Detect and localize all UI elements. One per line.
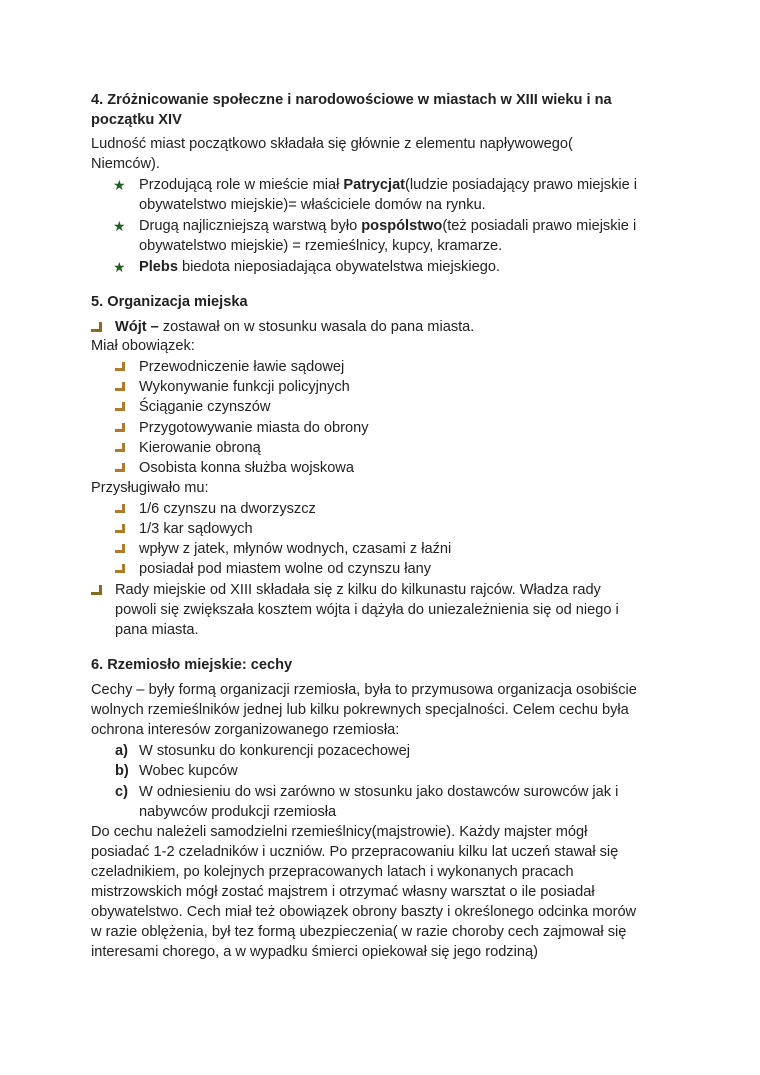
list-item: Osobista konna służba wojskowa (139, 460, 354, 476)
star-bullet-icon: ★ (113, 177, 126, 193)
list-item: posiadał pod miastem wolne od czynszu łany (139, 561, 432, 577)
body-line: mistrzowskich mógł zostać majstrem i otrzymać własny warsztat o ile posiadał (91, 884, 595, 900)
star-bullet-icon: ★ (113, 259, 126, 275)
duties-label: Miał obowiązek: (91, 338, 195, 354)
patrycjat-item (139, 175, 637, 195)
text: Drugą najliczniejszą warstwą było (139, 218, 362, 234)
bold-term: Wójt – (115, 319, 159, 335)
text: (też posiadali prawo miejskie i (442, 218, 637, 234)
list-item: 1/6 czynszu na dworzyszcz (139, 501, 316, 517)
section-6-paragraph: Cechy – były formą organizacji rzemiosła, była to przymusowa organizacja osobiście (91, 682, 637, 698)
patrycjat-item-cont: obywatelstwo miejskie)= właściciele domów na rynku. (139, 197, 486, 213)
text: Przodującą role w mieście miał (139, 177, 344, 193)
body-line: w razie oblężenia, był tez formą ubezpieczenia( w razie choroby cech zajmował się (91, 924, 627, 940)
list-item: W stosunku do konkurencji pozacechowej (139, 743, 410, 759)
rights-label: Przysługiwało mu: (91, 480, 209, 496)
council-item-cont: pana miasta. (115, 622, 199, 638)
list-item: Ściąganie czynszów (139, 399, 271, 415)
arrow-bullet-icon (115, 559, 131, 579)
list-item: Wobec kupców (139, 763, 238, 779)
arrow-bullet-icon (115, 519, 131, 539)
section-4-title-cont: początku XIV (91, 112, 182, 128)
text: (ludzie posiadający prawo miejskie i (405, 177, 638, 193)
section-4-intro: Ludność miast początkowo składała się głównie z elementu napływowego( (91, 136, 573, 152)
plebs-item (139, 257, 500, 277)
bold-term: pospólstwo (361, 218, 443, 234)
section-4-intro-cont: Niemców). (91, 156, 160, 172)
list-item: wpływ z jatek, młynów wodnych, czasami z łaźni (139, 541, 452, 557)
bold-term: Plebs (139, 259, 178, 275)
list-label: a) (115, 743, 128, 759)
arrow-bullet-icon (115, 418, 131, 438)
text: zostawał on w stosunku wasala do pana miasta. (158, 319, 475, 335)
list-item: Przygotowywanie miasta do obrony (139, 420, 369, 436)
wojt-item (115, 317, 474, 337)
list-item: Kierowanie obroną (139, 440, 261, 456)
list-item: W odniesieniu do wsi zarówno w stosunku jako dostawców surowców jak i (139, 784, 619, 800)
body-line: obywatelstwo. Cech miał też obowiązek obrony baszty i określonego odcinka morów (91, 904, 637, 920)
arrow-bullet-icon (91, 317, 107, 337)
list-item: 1/3 kar sądowych (139, 521, 253, 537)
arrow-bullet-icon (115, 438, 131, 458)
body-line: interesami chorego, a w wypadku śmierci opiekował się jego rodziną) (91, 944, 538, 960)
body-line: Do cechu należeli samodzielni rzemieślnicy(majstrowie). Każdy majster mógł (91, 824, 588, 840)
arrow-bullet-icon (115, 539, 131, 559)
list-label: b) (115, 763, 129, 779)
section-6-paragraph-cont: wolnych rzemieślników jednej lub kilku pokrewnych specjalności. Celem cechu była (91, 702, 629, 718)
bold-term: Patrycjat (343, 177, 406, 193)
body-line: posiadać 1-2 czeladników i uczniów. Po przepracowaniu kilku lat uczeń stawał się (91, 844, 619, 860)
arrow-bullet-icon (91, 580, 107, 600)
list-item: Wykonywanie funkcji policyjnych (139, 379, 350, 395)
star-bullet-icon: ★ (113, 218, 126, 234)
arrow-bullet-icon (115, 357, 131, 377)
text: biedota nieposiadająca obywatelstwa miejskiego. (177, 259, 501, 275)
section-5-title: 5. Organizacja miejska (91, 294, 248, 310)
section-6-paragraph-cont: ochrona interesów zorganizowanego rzemiosła: (91, 722, 400, 738)
list-label: c) (115, 784, 128, 800)
pospolstwo-item-cont: obywatelstwo miejskie) = rzemieślnicy, kupcy, kramarze. (139, 238, 503, 254)
list-item: Przewodniczenie ławie sądowej (139, 359, 345, 375)
council-item: Rady miejskie od XIII składała się z kilku do kilkunastu rajców. Władza rady (115, 582, 601, 598)
arrow-bullet-icon (115, 458, 131, 478)
arrow-bullet-icon (115, 377, 131, 397)
pospolstwo-item (139, 216, 636, 236)
body-line: czeladnikiem, po kolejnych przepracowanych latach i wykonanych pracach (91, 864, 574, 880)
section-4-title: 4. Zróżnicowanie społeczne i narodowościowe w miastach w XIII wieku i na (91, 92, 612, 108)
arrow-bullet-icon (115, 499, 131, 519)
list-item-cont: nabywców produkcji rzemiosła (139, 804, 337, 820)
council-item-cont: powoli się zwiększała kosztem wójta i dążyła do uniezależnienia się od niego i (115, 602, 619, 618)
section-6-title: 6. Rzemiosło miejskie: cechy (91, 657, 293, 673)
arrow-bullet-icon (115, 397, 131, 417)
